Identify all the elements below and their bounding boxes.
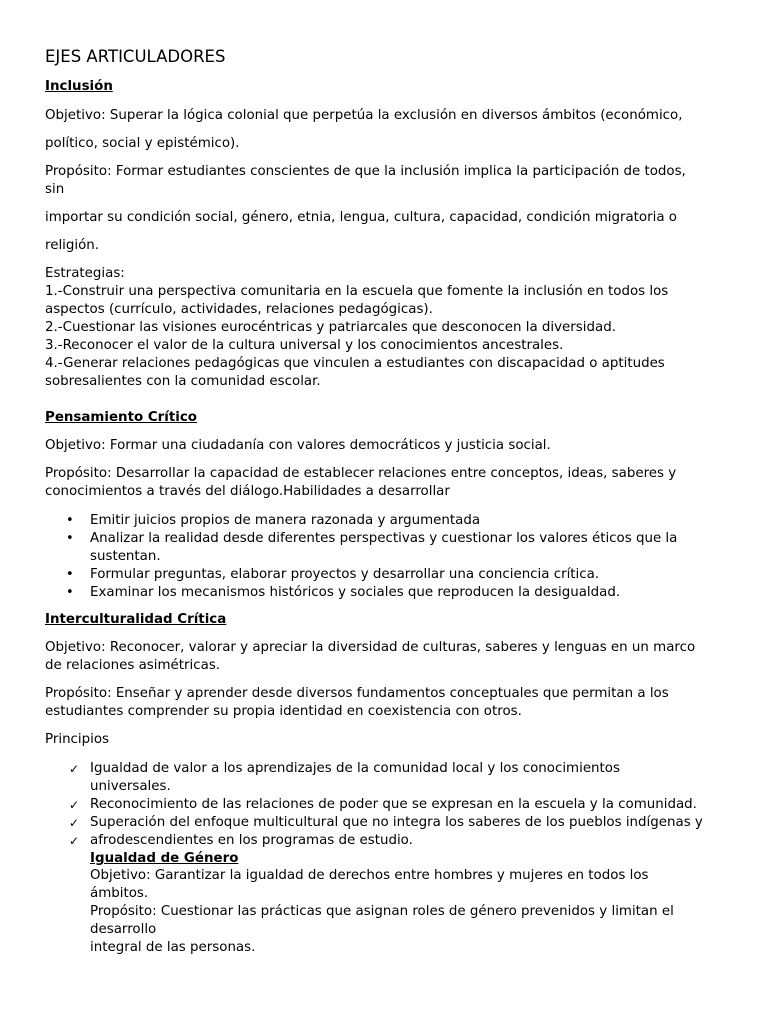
checkmark-icon: ✓ — [69, 798, 80, 812]
bullet-icon: • — [66, 585, 74, 600]
document-title: EJES ARTICULADORES — [45, 47, 226, 66]
section-heading-pensamiento-critico: Pensamiento Crítico — [45, 410, 198, 425]
interculturalidad-proposito-line-2: estudiantes comprender su propia identidad en coexistencia con otros. — [45, 704, 522, 719]
estrategia-line: 3.-Reconocer el valor de la cultura universal y los conocimientos ancestrales. — [45, 338, 564, 353]
list-item-text: Reconocimiento de las relaciones de poder que se expresan en la escuela y la comunidad. — [90, 797, 697, 812]
inclusion-objetivo-line-2: político, social y epistémico). — [45, 136, 240, 151]
checkmark-icon: ✓ — [69, 762, 80, 776]
bullet-icon: • — [66, 513, 74, 528]
bullet-icon: • — [66, 531, 74, 546]
list-item — [45, 796, 735, 814]
genero-objetivo-line-1: Objetivo: Garantizar la igualdad de derechos entre hombres y mujeres en todos los — [90, 868, 649, 883]
genero-proposito-line-1: Propósito: Cuestionar las prácticas que asignan roles de género prevenidos y limitan el — [90, 904, 674, 919]
bullet-icon: • — [66, 567, 74, 582]
inclusion-objetivo-line-1: Objetivo: Superar la lógica colonial que perpetúa la exclusión en diversos ámbitos (económico, — [45, 108, 683, 123]
list-item-text: Emitir juicios propios de manera razonada y argumentada — [90, 513, 481, 528]
list-item-text: Analizar la realidad desde diferentes perspectivas y cuestionar los valores éticos que la — [90, 531, 678, 546]
list-item-text: afrodescendientes en los programas de estudio. — [90, 833, 413, 848]
estrategia-line: 4.-Generar relaciones pedagógicas que vinculen a estudiantes con discapacidad o aptitudes — [45, 356, 665, 371]
list-item — [45, 584, 735, 602]
estrategia-line: aspectos (currículo, actividades, relaciones pedagógicas). — [45, 302, 433, 317]
genero-proposito-line-3: integral de las personas. — [90, 940, 256, 955]
inclusion-proposito-line-3: importar su condición social, género, etnia, lengua, cultura, capacidad, condición migratoria o — [45, 210, 678, 225]
list-item-text: Igualdad de valor a los aprendizajes de la comunidad local y los conocimientos — [90, 761, 620, 776]
interculturalidad-proposito-line-1: Propósito: Enseñar y aprender desde diversos fundamentos conceptuales que permitan a los — [45, 686, 669, 701]
inclusion-proposito-line-4: religión. — [45, 238, 100, 253]
principios-label: Principios — [45, 732, 110, 747]
list-item-text: Superación del enfoque multicultural que no integra los saberes de los pueblos indígenas y — [90, 815, 703, 830]
section-heading-inclusion: Inclusión — [45, 79, 113, 94]
list-item-text-continued: universales. — [90, 779, 171, 794]
estrategia-line: sobresalientes con la comunidad escolar. — [45, 374, 321, 389]
list-item-text: Examinar los mecanismos históricos y sociales que reproducen la desigualdad. — [90, 585, 621, 600]
genero-objetivo-line-2: ámbitos. — [90, 886, 149, 901]
list-item — [45, 760, 735, 796]
inclusion-proposito-line-2: sin — [45, 182, 65, 197]
list-item — [45, 512, 735, 530]
list-item — [45, 530, 735, 566]
estrategia-line: 2.-Cuestionar las visiones eurocéntricas y patriarcales que desconocen la diversidad. — [45, 320, 616, 335]
checkmark-icon: ✓ — [69, 834, 80, 848]
inclusion-proposito-line-1: Propósito: Formar estudiantes conscientes de que la inclusión implica la participación de todos, — [45, 164, 686, 179]
list-item — [45, 814, 735, 832]
estrategia-line: 1.-Construir una perspectiva comunitaria en la escuela que fomente la inclusión en todos los — [45, 284, 669, 299]
estrategias-label: Estrategias: — [45, 266, 125, 281]
list-item-text: Formular preguntas, elaborar proyectos y desarrollar una conciencia crítica. — [90, 567, 600, 582]
list-item-text-continued: sustentan. — [90, 549, 161, 564]
pensamiento-objetivo: Objetivo: Formar una ciudadanía con valores democráticos y justicia social. — [45, 438, 551, 453]
interculturalidad-objetivo-line-2: de relaciones asimétricas. — [45, 658, 221, 673]
list-item — [45, 832, 735, 850]
interculturalidad-objetivo-line-1: Objetivo: Reconocer, valorar y apreciar la diversidad de culturas, saberes y lenguas en un marco — [45, 640, 696, 655]
habilidades-bullet-list — [45, 512, 735, 602]
pensamiento-proposito-line-1: Propósito: Desarrollar la capacidad de establecer relaciones entre conceptos, ideas, saberes y — [45, 466, 677, 481]
pensamiento-proposito-line-2: conocimientos a través del diálogo.Habilidades a desarrollar — [45, 484, 450, 499]
section-heading-igualdad-de-genero: Igualdad de Género — [90, 851, 239, 866]
section-heading-interculturalidad-critica: Interculturalidad Crítica — [45, 612, 227, 627]
genero-proposito-line-2: desarrollo — [90, 922, 157, 937]
checkmark-icon: ✓ — [69, 816, 80, 830]
principios-checklist — [45, 760, 735, 850]
list-item — [45, 566, 735, 584]
